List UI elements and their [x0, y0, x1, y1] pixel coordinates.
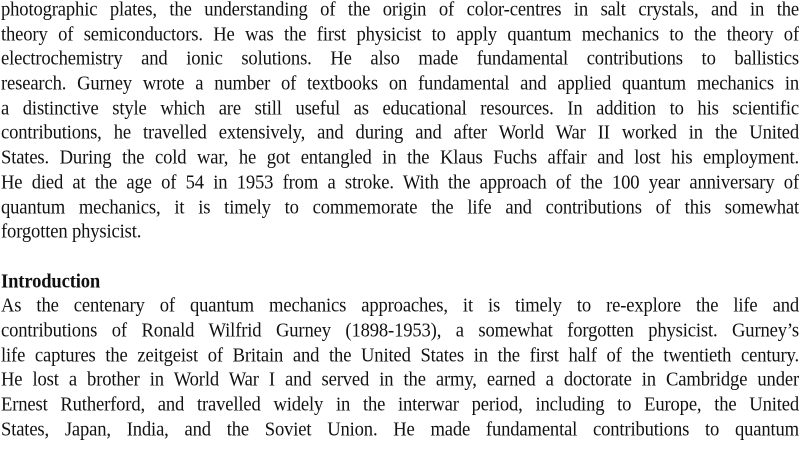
text-line: contributions, he travelled extensively, and during and after World War II worked in the United	[1, 121, 799, 145]
text-line: quantum mechanics, it is timely to commemorate the life and contributions of this somewhat	[1, 195, 799, 219]
text-line: life captures the zeitgeist of Britain and the United States in the first half of the twentieth century.	[1, 343, 799, 367]
text-line: forgotten physicist.	[1, 220, 142, 244]
text-line: theory of semiconductors. He was the first physicist to apply quantum mechanics to the theory of	[1, 22, 799, 46]
introduction-section	[1, 270, 799, 443]
text-line: States. During the cold war, he got entangled in the Klaus Fuchs affair and lost his employment.	[1, 145, 799, 170]
text-line: He died at the age of 54 in 1953 from a stroke. With the approach of the 100 year anniversary of	[1, 170, 799, 194]
text-line: Ernest Rutherford, and travelled widely in the interwar period, including to Europe, the United	[1, 392, 799, 416]
text-line: contributions of Ronald Wilfrid Gurney (1898-1953), a somewhat forgotten physicist. Gurney’s	[1, 318, 799, 342]
text-line: States, Japan, India, and the Soviet Union. He made fundamental contributions to quantum	[1, 417, 799, 441]
abstract-paragraph	[1, 0, 799, 245]
section-heading: Introduction	[1, 269, 101, 293]
text-line: research. Gurney wrote a number of textbooks on fundamental and applied quantum mechanics in	[1, 71, 799, 96]
text-line: As the centenary of quantum mechanics approaches, it is timely to re-explore the life and	[1, 294, 799, 318]
text-line: electrochemistry and ionic solutions. He also made fundamental contributions to ballistics	[1, 47, 799, 71]
document-page	[1, 0, 799, 442]
paragraph-gap	[1, 245, 799, 270]
text-line: a distinctive style which are still useful as educational resources. In addition to his scientific	[1, 96, 799, 120]
text-line: He lost a brother in World War I and served in the army, earned a doctorate in Cambridge under	[1, 368, 799, 392]
text-line: photographic plates, the understanding of the origin of color-centres in salt crystals, and in the	[1, 0, 799, 21]
